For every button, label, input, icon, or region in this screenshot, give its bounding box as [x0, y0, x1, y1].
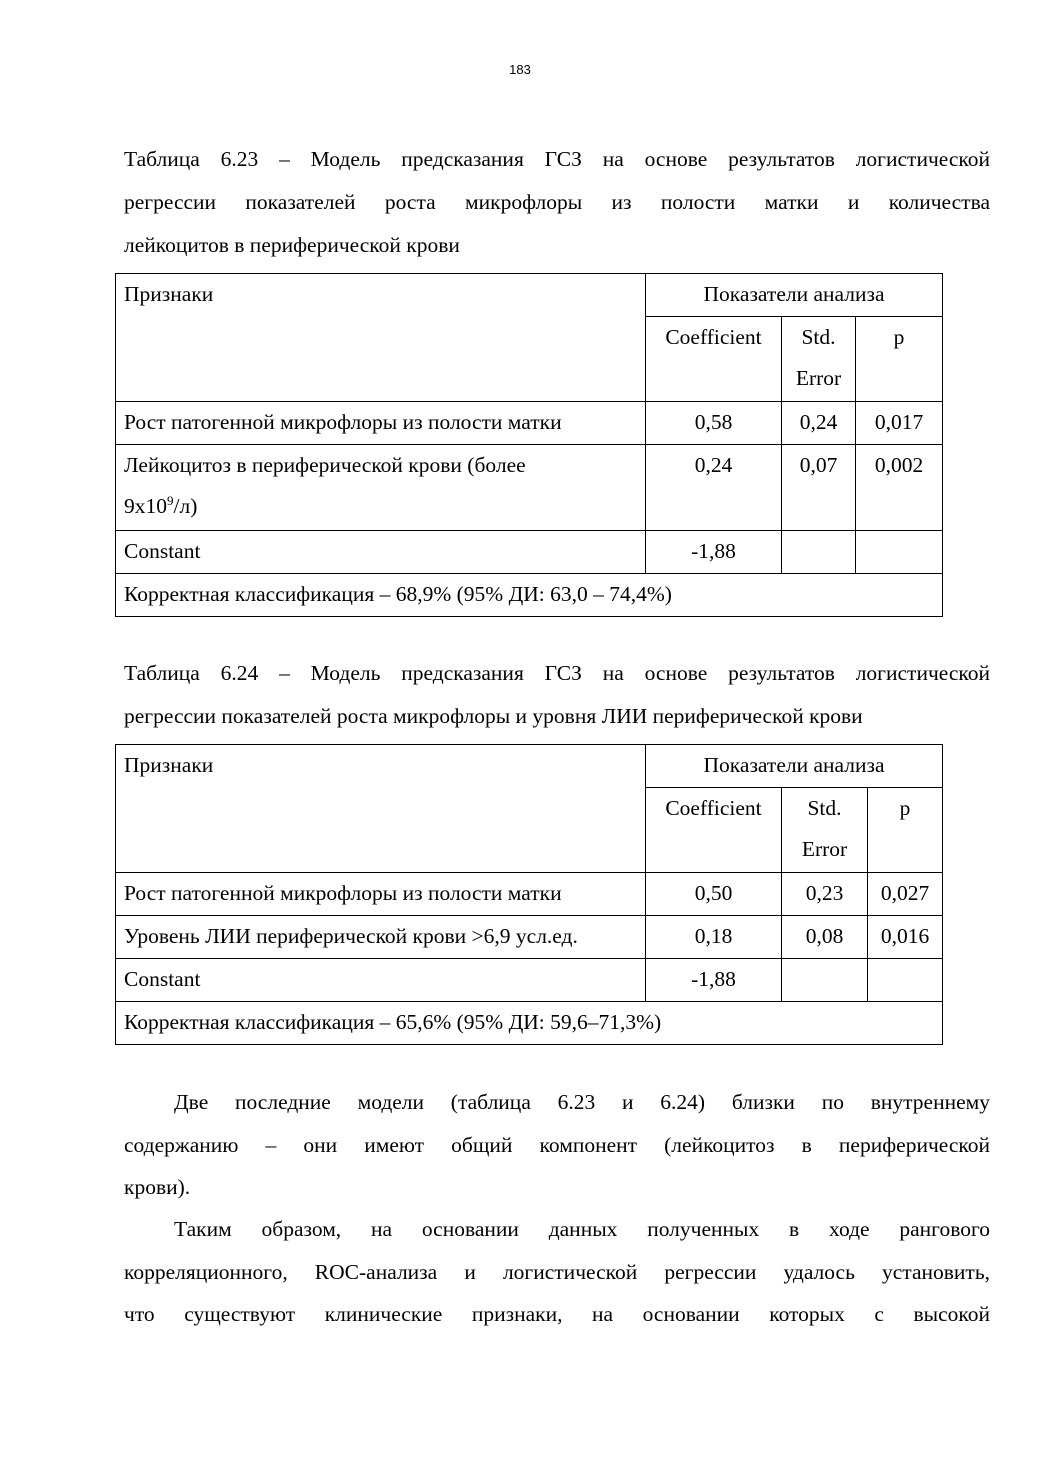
- row-p: [856, 531, 943, 574]
- row-std-error: 0,07: [782, 445, 856, 531]
- paragraph-line: содержанию – они имеют общий компонент (лейкоцитоз в периферической: [124, 1132, 990, 1157]
- header-std-error: Std. Error: [782, 317, 856, 402]
- caption-line: регрессии показателей роста микрофлоры и уровня ЛИИ периферической крови: [124, 704, 863, 728]
- body-paragraph-2: [124, 1208, 990, 1336]
- table-header-row: [116, 274, 943, 317]
- row-label: Рост патогенной микрофлоры из полости матки: [116, 873, 646, 916]
- caption-line: Таблица 6.24 – Модель предсказания ГСЗ на основе результатов логистической: [124, 661, 990, 685]
- paragraph-line: Таким образом, на основании данных полученных в ходе рангового: [174, 1217, 990, 1241]
- table-6-24: [115, 744, 943, 1045]
- caption-line: Таблица 6.23 – Модель предсказания ГСЗ на основе результатов логистической: [124, 147, 990, 171]
- paragraph-line: корреляционного, ROC-анализа и логистической регрессии удалось установить,: [124, 1259, 990, 1284]
- caption-line: лейкоцитов в периферической крови: [124, 233, 460, 257]
- row-p: 0,017: [856, 402, 943, 445]
- table-row: [116, 402, 943, 445]
- table-row: [116, 959, 943, 1002]
- row-label: Уровень ЛИИ периферической крови >6,9 усл.ед.: [116, 916, 646, 959]
- paragraph-line: крови).: [124, 1175, 191, 1199]
- classification-footer: Корректная классификация – 68,9% (95% ДИ: 63,0 – 74,4%): [116, 574, 943, 617]
- table-6-23: [115, 273, 943, 617]
- header-analysis-group: Показатели анализа: [646, 274, 943, 317]
- page-number: 183: [509, 62, 531, 77]
- table-header-row: [116, 745, 943, 788]
- row-coefficient: 0,18: [646, 916, 782, 959]
- table-footer-row: [116, 574, 943, 617]
- caption-line: регрессии показателей роста микрофлоры из полости матки и количества: [124, 190, 990, 214]
- table-row: [116, 873, 943, 916]
- row-coefficient: 0,50: [646, 873, 782, 916]
- row-coefficient: 0,58: [646, 402, 782, 445]
- table-row: [116, 916, 943, 959]
- row-p: 0,002: [856, 445, 943, 531]
- row-coefficient: 0,24: [646, 445, 782, 531]
- row-coefficient: -1,88: [646, 531, 782, 574]
- header-coefficient: Coefficient: [646, 788, 782, 873]
- table-6-23-caption: [124, 138, 990, 267]
- table-6-24-caption: [124, 652, 990, 738]
- row-p: 0,016: [868, 916, 943, 959]
- table-row: [116, 445, 943, 531]
- header-feature: Признаки: [116, 274, 646, 402]
- row-label: Constant: [116, 531, 646, 574]
- table-footer-row: [116, 1002, 943, 1045]
- header-feature: Признаки: [116, 745, 646, 873]
- row-std-error: 0,23: [782, 873, 868, 916]
- header-std-error: Std. Error: [782, 788, 868, 873]
- row-p: [868, 959, 943, 1002]
- row-coefficient: -1,88: [646, 959, 782, 1002]
- table-row: [116, 531, 943, 574]
- row-std-error: [782, 959, 868, 1002]
- header-coefficient: Coefficient: [646, 317, 782, 402]
- classification-footer: Корректная классификация – 65,6% (95% ДИ: 59,6–71,3%): [116, 1002, 943, 1045]
- row-p: 0,027: [868, 873, 943, 916]
- body-paragraph-1: [124, 1081, 990, 1209]
- row-label: Constant: [116, 959, 646, 1002]
- paragraph-line: Две последние модели (таблица 6.23 и 6.24) близки по внутреннему: [174, 1090, 990, 1114]
- paragraph-line: что существуют клинические признаки, на основании которых с высокой: [124, 1302, 990, 1326]
- row-label: Лейкоцитоз в периферической крови (более $9х10^9/л$): [116, 445, 646, 531]
- header-p: р: [868, 788, 943, 873]
- header-analysis-group: Показатели анализа: [646, 745, 943, 788]
- row-std-error: 0,24: [782, 402, 856, 445]
- header-p: р: [856, 317, 943, 402]
- row-std-error: 0,08: [782, 916, 868, 959]
- row-label: Рост патогенной микрофлоры из полости матки: [116, 402, 646, 445]
- row-std-error: [782, 531, 856, 574]
